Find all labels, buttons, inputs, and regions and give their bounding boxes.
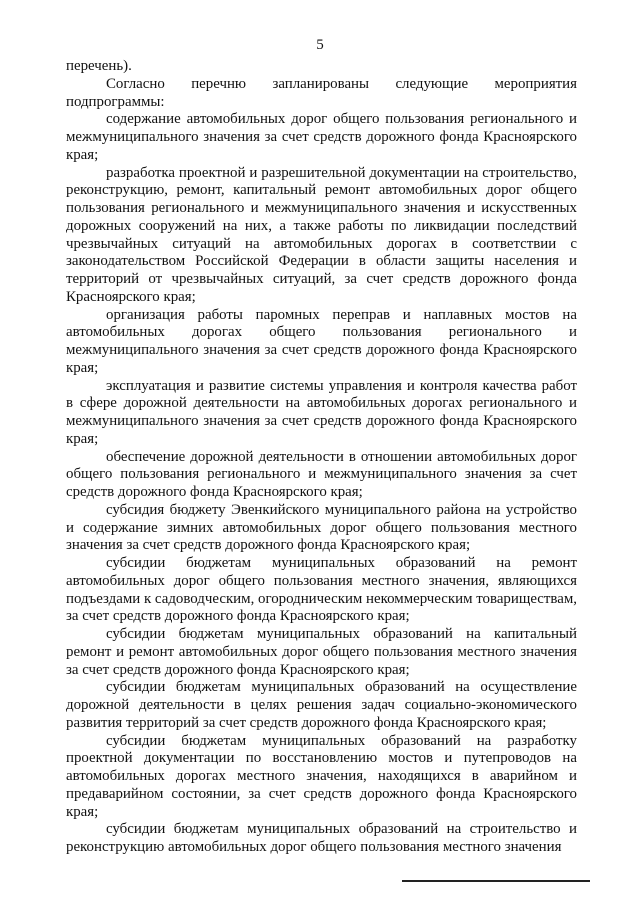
paragraph-continuation: перечень). — [66, 58, 132, 74]
paragraph-measure-quality-control: эксплуатация и развитие системы управления и контроля качества работ в сфере дорожной деятельности на автомобильных дорогах регионального и межмуниципального значения за счет средств дорожного фонда Красноярского края; — [66, 377, 577, 447]
paragraph-measure-ferries: организация работы паромных переправ и наплавных мостов на автомобильных дорогах общего пользования регионального и межмуниципального значения за счет средств дорожного фонда Красноярского края; — [66, 306, 577, 376]
footer-divider — [402, 880, 590, 882]
paragraph-measure-bridges: субсидии бюджетам муниципальных образований на разработку проектной документации по восстановлению мостов и путепроводов на автомобильных дорогах местного значения, находящихся в аварийном и предаварийном состоянии, за счет средств дорожного фонда Красноярского края; — [66, 732, 577, 820]
paragraph-measure-maintenance: содержание автомобильных дорог общего пользования регионального и межмуниципального значения за счет средств дорожного фонда Красноярского края; — [66, 111, 577, 163]
paragraph-measure-design-docs: разработка проектной и разрешительной документации на строительство, реконструкцию, ремонт, капитальный ремонт автомобильных дорог общего пользования регионального и межмуниципального значения и искусственных дорожных сооружений на них, а также работы по ликвидации последствий чрезвычайных ситуаций на автомобильных дорогах в соответствии с законодательством Российской Федерации в области защиты населения и территорий от чрезвычайных ситуаций, за счет средств дорожного фонда Красноярского края; — [66, 164, 577, 305]
paragraph-measure-garden-access-roads: субсидии бюджетам муниципальных образований на ремонт автомобильных дорог общего пользования местного значения, являющихся подъездами к садоводческим, огородническим некоммерческим товариществам, за счет средств дорожного фонда Красноярского края; — [66, 555, 577, 625]
paragraph-measure-road-activity: обеспечение дорожной деятельности в отношении автомобильных дорог общего пользования регионального и межмуниципального значения за счет средств дорожного фонда Красноярского края; — [66, 448, 577, 500]
page-number: 5 — [316, 37, 324, 53]
paragraph-measure-socioeconomic: субсидии бюджетам муниципальных образований на осуществление дорожной деятельности в целях решения задач социально-экономического развития территорий за счет средств дорожного фонда Красноярского края; — [66, 679, 577, 731]
paragraph-measure-capital-repair: субсидии бюджетам муниципальных образований на капитальный ремонт и ремонт автомобильных дорог общего пользования местного значения за счет средств дорожного фонда Красноярского края; — [66, 626, 577, 678]
body-text — [66, 58, 577, 857]
paragraph-measure-evenki-winter-roads: субсидия бюджету Эвенкийского муниципального района на устройство и содержание зимних автомобильных дорог общего пользования местного значения за счет средств дорожного фонда Красноярского края; — [66, 501, 577, 554]
paragraph-measure-construction: субсидии бюджетам муниципальных образований на строительство и реконструкцию автомобильных дорог общего пользования местного значения — [66, 821, 577, 855]
paragraph-intro: Согласно перечню запланированы следующие мероприятия подпрограммы: — [66, 75, 577, 110]
